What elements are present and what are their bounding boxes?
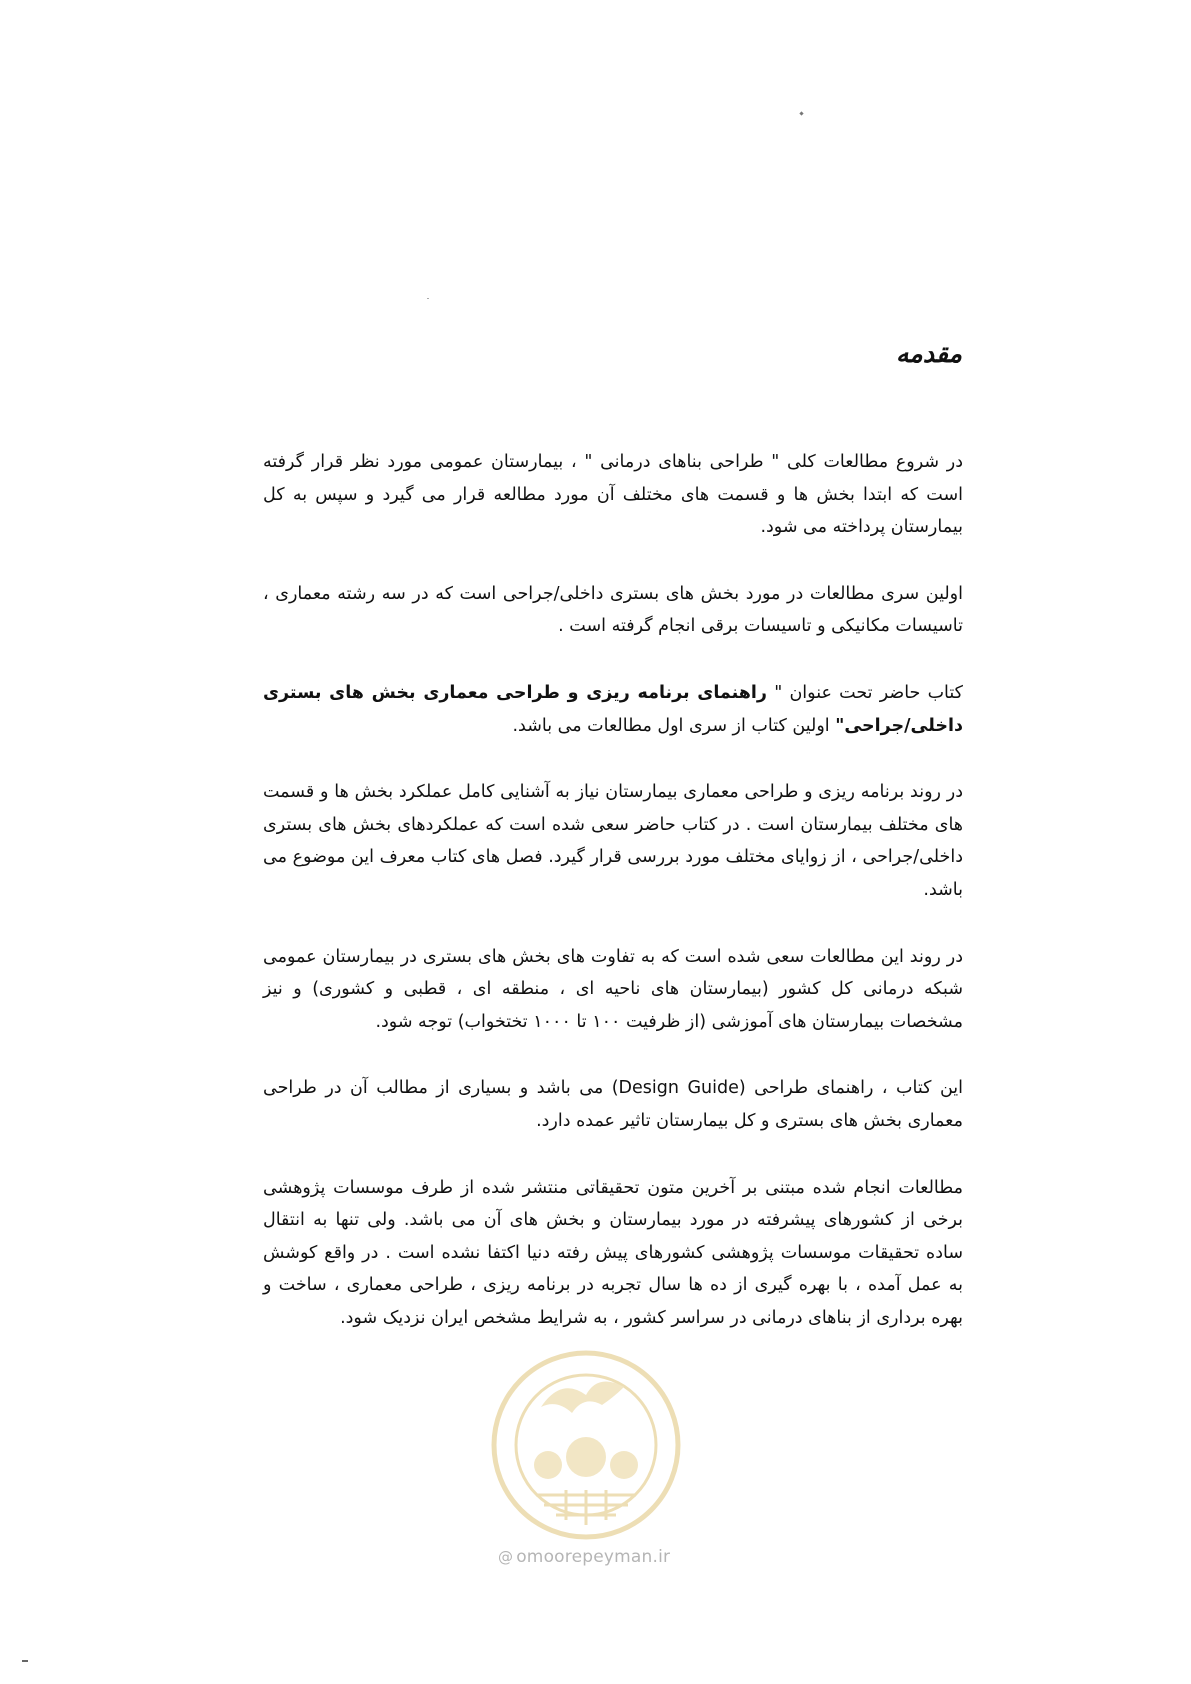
scan-speck [799, 111, 803, 115]
book-title: راهنمای برنامه ریزی و طراحی معماری بخش های بستری داخلی/جراحی" [263, 682, 963, 736]
scan-dot [427, 298, 429, 299]
paragraph-7: مطالعات انجام شده مبتنی بر آخرین متون تحقیقاتی منتشر شده از طرف موسسات پژوهشی برخی از کشورهای پیشرفته در مورد بیمارستان و بخش های آن می باشد. ولی تنها به انتقال ساده تحقیقات موسسات پژوهشی کشورهای پیش رفته دنیا اکتفا نشده است . در واقع کوشش به عمل آمده ، با بهره گیری از ده ها سال تجربه در برنامه ریزی ، طراحی معماری ، ساخت و بهره برداری از بناهای درمانی در سراسر کشور ، به شرایط مشخص ایران نزدیک شود. [263, 1177, 963, 1328]
watermark-url-text: omoorepeyman.ir [516, 1547, 671, 1567]
section-heading: مقدمه [896, 339, 962, 368]
watermark-at-icon: @ [498, 1548, 514, 1566]
paragraph-6: این کتاب ، راهنمای طراحی (Design Guide) می باشد و بسیاری از مطالب آن در طراحی معماری بخش های بستری و کل بیمارستان تاثیر عمده دارد. [263, 1078, 964, 1131]
paragraph-3 [263, 677, 963, 742]
paragraph-3-suffix: اولین کتاب از سری اول مطالعات می باشد. [512, 715, 836, 736]
watermark-url [498, 1547, 670, 1567]
body-text [263, 446, 963, 1367]
watermark-logo [486, 1345, 686, 1545]
paragraph-1: در شروع مطالعات کلی " طراحی بناهای درمانی " ، بیمارستان عمومی مورد نظر قرار گرفته است که ابتدا بخش ها و قسمت های مختلف آن مورد مطالعه قرار می گیرد و سپس به کل بیمارستان پرداخته می شود. [263, 452, 963, 538]
paragraph-3-prefix: کتاب حاضر تحت عنوان " [767, 682, 963, 703]
page-corner-mark [22, 1660, 28, 1662]
paragraph-4: در روند برنامه ریزی و طراحی معماری بیمارستان نیاز به آشنایی کامل عملکرد بخش ها و قسمت های مختلف بیمارستان است . در کتاب حاضر سعی شده است که عملکردهای بخش های بستری داخلی/جراحی ، از زوایای مختلف مورد بررسی قرار گیرد. فصل های کتاب معرف این موضوع می باشد. [263, 782, 963, 900]
paragraph-2: اولین سری مطالعات در مورد بخش های بستری داخلی/جراحی است که در سه رشته معماری ، تاسیسات مکانیکی و تاسیسات برقی انجام گرفته است . [263, 583, 963, 637]
paragraph-5: در روند این مطالعات سعی شده است که به تفاوت های بخش های بستری در بیمارستان عمومی شبکه درمانی کل کشور (بیمارستان های ناحیه ای ، منطقه ای ، قطبی و کشوری) و نیز مشخصات بیمارستان های آموزشی (از ظرفیت ۱۰۰ تا ۱۰۰۰ تختخواب) توجه شود. [263, 946, 963, 1032]
